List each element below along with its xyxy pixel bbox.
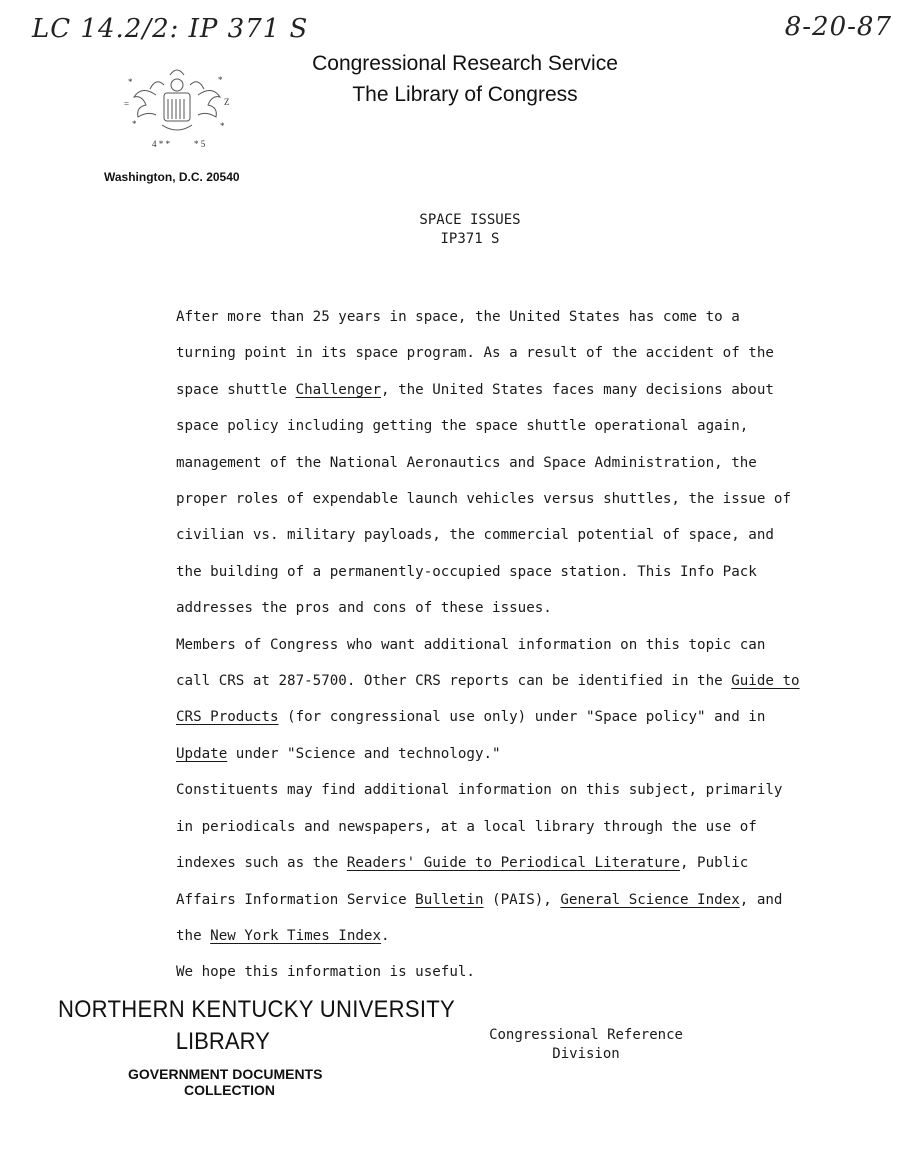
division-line-2: Division xyxy=(552,1046,620,1062)
library-of-congress-seal-icon xyxy=(112,55,242,160)
svg-text:=: = xyxy=(124,99,130,109)
division-block xyxy=(478,1026,694,1064)
challenger-ref: Challenger xyxy=(295,381,382,398)
document-title: SPACE ISSUES xyxy=(419,212,521,228)
stamp-gov-docs: GOVERNMENT DOCUMENTS xyxy=(128,1066,323,1082)
stamp-university-name: NORTHERN KENTUCKY UNIVERSITY xyxy=(58,996,456,1023)
org-subtitle: The Library of Congress xyxy=(352,83,578,106)
general-science-index-ref: General Science Index xyxy=(560,891,740,908)
handwritten-date: 8-20-87 xyxy=(784,12,892,42)
readers-guide-ref: Readers' Guide to Periodical Literature xyxy=(346,855,680,872)
svg-text:*: * xyxy=(218,75,223,85)
bulletin-ref: Bulletin xyxy=(415,891,484,908)
new-york-times-index-ref: New York Times Index xyxy=(210,927,382,944)
svg-text:4 * *: 4 * * xyxy=(152,139,170,149)
svg-text:*: * xyxy=(128,77,133,87)
division-line-1: Congressional Reference xyxy=(489,1027,683,1043)
org-name: Congressional Research Service xyxy=(312,52,618,75)
paragraph-1: After more than 25 years in space, the United States has come to a turning point in its space program. As a result of the accident of the space shuttle Challenger, the United States faces many decisions about space policy including getting the space shuttle operational again, management of the National Aeronautics and Space Administration, the proper roles of expendable launch vehicles versus shuttles, the issue of civilian vs. military payloads, the commercial potential of space, and the building of a permanently-occupied space station. This Info Pack addresses the pros and cons of these issues. xyxy=(176,309,791,617)
svg-text:* 5: * 5 xyxy=(194,139,206,149)
handwritten-call-number: LC 14.2/2: IP 371 S xyxy=(32,14,309,44)
stamp-collection: COLLECTION xyxy=(184,1082,275,1098)
body-text xyxy=(132,299,802,991)
paragraph-2: Members of Congress who want additional information on this topic can call CRS at 287-5700. Other CRS reports can be identified in the Guide to CRS Products (for congressional use only) under "Space policy" and in Update under "Science and technology." xyxy=(176,636,800,762)
svg-text:*: * xyxy=(132,119,137,129)
paragraph-4: We hope this information is useful. xyxy=(176,964,475,981)
svg-text:Z: Z xyxy=(224,97,230,107)
document-code: IP371 S xyxy=(440,231,500,247)
library-stamp xyxy=(58,996,456,1098)
paragraph-3: Constituents may find additional information on this subject, primarily in periodicals and newspapers, at a local library through the use of indexes such as the Readers' Guide to Periodical Literature, Public Affairs Information Service Bulletin (PAIS), General Science Index, and the New York Times Index. xyxy=(176,782,783,944)
svg-text:*: * xyxy=(220,121,225,131)
update-ref: Update xyxy=(176,745,228,762)
guide-to-crs-products-ref: Guide to CRS Products xyxy=(176,673,800,726)
stamp-library: LIBRARY xyxy=(175,1028,270,1055)
address: Washington, D.C. 20540 xyxy=(104,170,240,184)
